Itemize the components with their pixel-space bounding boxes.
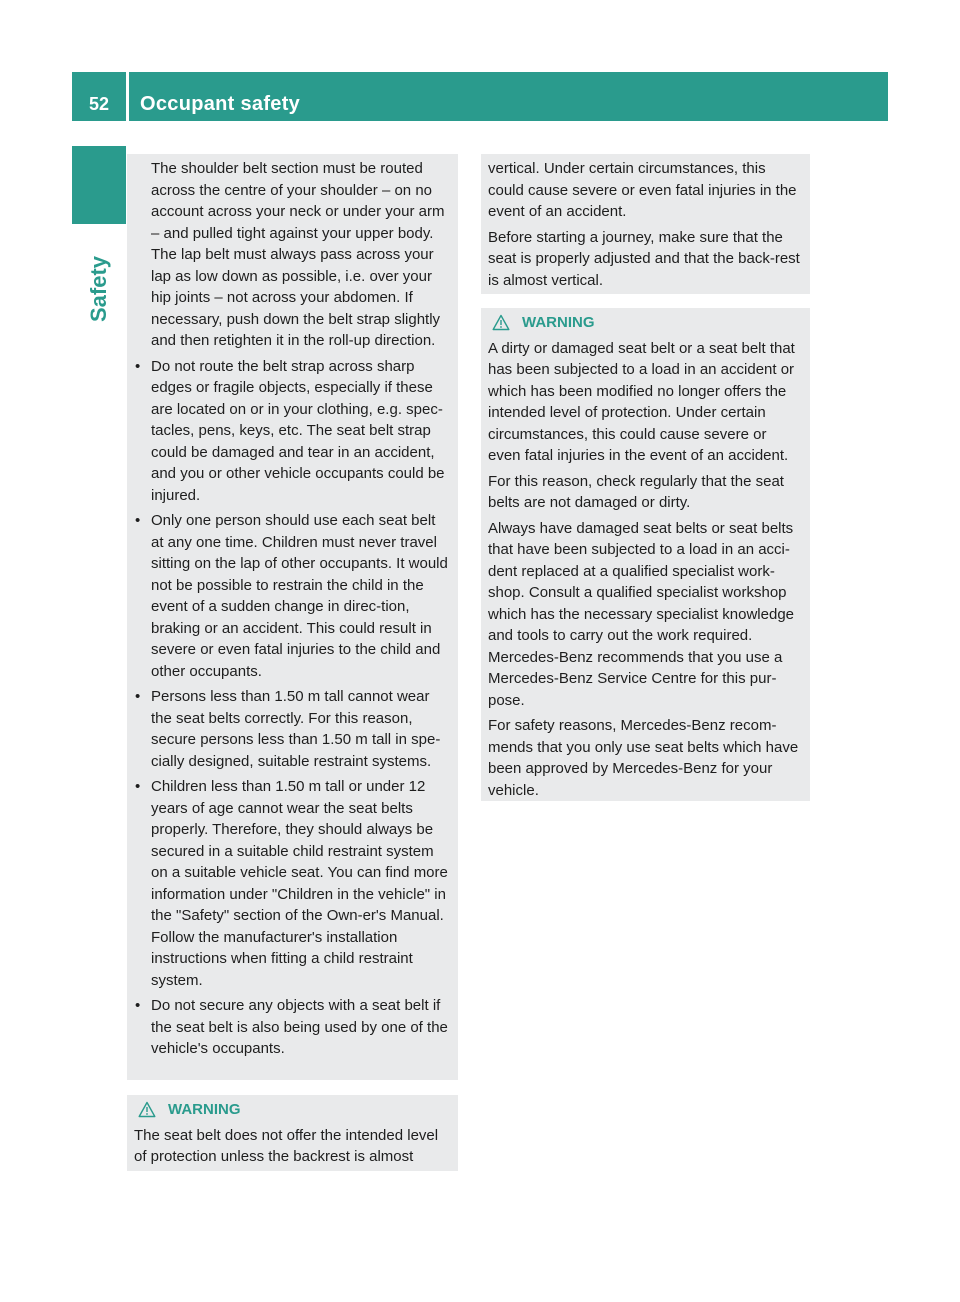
warning-paragraph: Always have damaged seat belts or seat belts that have been subjected to a load in an acci-dent replaced at a qualified specialist work-shop. Consult a qualified specialist workshop which has the necessary specialist knowledge and tools to carry out the work required. Mercedes-Benz recommends that you use a Mercedes-Benz Service Centre for this pur-pose. — [488, 519, 794, 709]
header-divider — [126, 72, 129, 121]
warning-title: WARNING — [168, 1101, 241, 1118]
page-title: Occupant safety — [140, 93, 301, 115]
warning-box — [127, 1095, 458, 1171]
warning-title: WARNING — [522, 314, 595, 331]
list-item — [134, 356, 451, 507]
instruction-box — [127, 154, 458, 1080]
warning-text: The seat belt does not offer the intended level of protection unless the backrest is almost — [134, 1126, 439, 1165]
list-item — [134, 686, 451, 772]
bullet-icon: • — [135, 778, 141, 795]
list-item-text: Do not route the belt strap across sharp edges or fragile objects, especially if these are located on or in your clothing, e.g. spec-tacles, pens, keys, etc. The seat belt strap could be damaged and tear in an accident, and you or other vehicle occupants could be injured. — [151, 357, 445, 504]
section-marker — [72, 146, 126, 224]
warning-heading — [488, 312, 803, 334]
list-item-text: Children less than 1.50 m tall or under 12 years of age cannot wear the seat belts properly. Therefore, they should always be secured in a suitable child restraint system on a suitable vehicle seat. You can find more information under "Children in the vehicle" in the "Safety" section of the Own-er's Manual. Follow the manufacturer's installation instructions when fitting a child restraint system. — [151, 778, 448, 989]
continuation-text: vertical. Under certain circumstances, this could cause severe or even fatal injuries in the event of an accident. — [488, 160, 797, 220]
list-item-text: Persons less than 1.50 m tall cannot wear the seat belts correctly. For this reason, secure persons less than 1.50 m tall in spe-cially designed, suitable restraint systems. — [151, 688, 441, 770]
intro-text: The shoulder belt section must be routed across the centre of your shoulder – on no account across your neck or under your arm – and pulled tight against your upper body. The lap belt must always pass across your lap as low down as possible, i.e. over your hip joints – not across your abdomen. If necessary, push down the belt strap slightly and then retighten it in the roll-up direction. — [151, 160, 445, 349]
bullet-icon: • — [135, 997, 141, 1014]
warning-paragraph: For safety reasons, Mercedes-Benz recom-mends that you only use seat belts which have been approved by Mercedes-Benz for your vehicle. — [488, 717, 799, 799]
section-tab — [72, 234, 126, 344]
list-item — [134, 776, 451, 991]
warning-box — [481, 308, 810, 801]
list-item — [134, 510, 451, 682]
bullet-list — [134, 356, 451, 1060]
list-item — [134, 995, 451, 1060]
warning-heading — [134, 1099, 451, 1121]
section-label: Safety — [86, 255, 112, 323]
list-item-text: Only one person should use each seat belt at any one time. Children must never travel sitting on the lap of other occupants. It would not be possible to restrain the child in the event of a sudden change in direc-tion, braking or an accident. This could result in severe or even fatal injuries to the child and other occupants. — [151, 512, 448, 680]
page-number: 52 — [88, 94, 110, 114]
bullet-icon: • — [135, 357, 141, 375]
list-item-text: Do not secure any objects with a seat belt if the seat belt is also being used by one of the vehicle's occupants. — [151, 997, 448, 1057]
warning-triangle-icon — [138, 1101, 156, 1118]
warning-paragraph: For this reason, check regularly that the seat belts are not damaged or dirty. — [488, 472, 784, 511]
bullet-icon: • — [135, 688, 141, 705]
bullet-icon: • — [135, 512, 141, 529]
continuation-box — [481, 154, 810, 294]
warning-triangle-icon — [492, 314, 510, 331]
continuation-text: Before starting a journey, make sure that the seat is properly adjusted and that the back-rest is almost vertical. — [488, 228, 800, 289]
warning-paragraph: A dirty or damaged seat belt or a seat belt that has been subjected to a load in an accident or which has been modified no longer offers the intended level of protection. Under certain circumstances, this could cause severe or even fatal injuries in the event of an accident. — [488, 339, 795, 464]
